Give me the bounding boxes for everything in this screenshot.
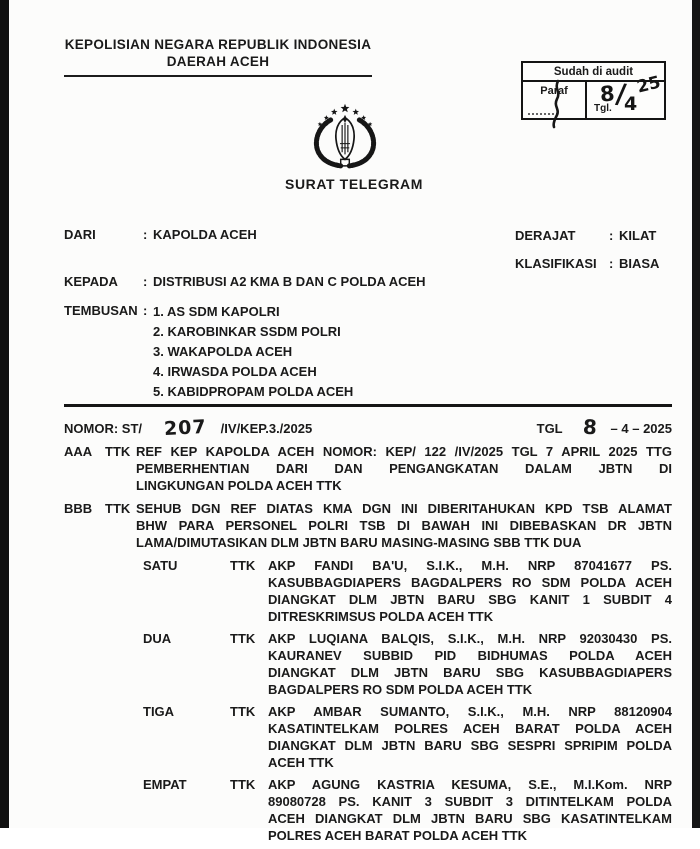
colon: : (143, 227, 148, 242)
paraf-label: Paraf (540, 85, 568, 97)
item-text: AKP FANDI BA'U, S.I.K., M.H. NRP 87041677 PS. KASUBBAGDIAPERS BAGDALPERS RO SDM POLDA ACEH DIANGKAT DLM JBTN BARU SBG KANIT 1 SUBDIT 4 DITRESKRIMSUS POLDA ACEH TTK (268, 558, 672, 624)
scan-edge-left (0, 0, 9, 828)
handwritten-slash: / (614, 78, 628, 111)
divider-rule (64, 404, 672, 407)
derajat-value: KILAT (619, 228, 657, 243)
para-ttk: TTK (105, 501, 131, 516)
derajat-label: DERAJAT (515, 228, 576, 243)
kepada-label: KEPADA (64, 274, 118, 289)
tembusan-list: 1. AS SDM KAPOLRI 2. KAROBINKAR SSDM POLRI 3. WAKAPOLDA ACEH 4. IRWASDA POLDA ACEH 5. KABIDPROPAM POLDA ACEH (153, 304, 354, 399)
item-text: AKP AGUNG KASTRIA KESUMA, S.E., M.I.Kom. NRP 89080728 PS. KANIT 3 SUBDIT 3 DITINTELKAM POLDA ACEH DIANGKAT DLM JBTN BARU SBG KASATINTELKAM POLRES ACEH BARAT POLDA ACEH TTK (268, 777, 672, 843)
item-ttk: TTK (230, 704, 256, 719)
para-text: SEHUB DGN REF DIATAS KMA DGN INI DIBERITAHUKAN KPD TSB ALAMAT BHW PARA PERSONEL POLRI TSB DI BAWAH INI DIBEBASKAN DR JBTN LAMA/DIMUTASIKAN DLM JBTN BARU MASING-MASING SBB TTK DUA (136, 501, 672, 550)
handwritten-day: 8 (599, 81, 616, 107)
tembusan-label: TEMBUSAN (64, 303, 138, 318)
personnel-item-empat (64, 776, 672, 844)
handwritten-year: 25 (635, 72, 664, 98)
kepada-value: DISTRIBUSI A2 KMA B DAN C POLDA ACEH (153, 274, 426, 289)
personnel-item-tiga (64, 703, 672, 771)
item-text: AKP LUQIANA BALQIS, S.I.K., M.H. NRP 92030430 PS. KAURANEV SUBBID PID BIDHUMAS POLDA ACEH DIANGKAT DLM JBTN BARU SBG KASUBBAGDIAPERS BAGDALPERS RO SDM POLDA ACEH TTK (268, 631, 672, 697)
colon: : (143, 303, 148, 318)
org-name: KEPOLISIAN NEGARA REPUBLIK INDONESIA (64, 37, 372, 52)
nomor-row (64, 414, 672, 441)
item-label: TIGA (143, 704, 175, 719)
item-text: AKP AMBAR SUMANTO, S.I.K., M.H. NRP 88120904 KASATINTELKAM POLRES ACEH BARAT POLDA ACEH DIANGKAT DLM JBTN BARU SBG SESPRI SPRIPIM POLDA ACEH TTK (268, 704, 672, 770)
item-ttk: TTK (230, 777, 256, 792)
para-text: REF KEP KAPOLDA ACEH NOMOR: KEP/ 122 /IV/2025 TGL 7 APRIL 2025 TTG PEMBERHENTIAN DARI DAN PENGANGKATAN DALAM JBTN DI LINGKUNGAN POLDA ACEH TTK (136, 444, 672, 493)
item-label: DUA (143, 631, 172, 646)
tgl-day-handwritten: 8 (581, 414, 598, 440)
tgl-date-rest: – 4 – 2025 (610, 421, 672, 436)
nomor-prefix: NOMOR: ST/ (64, 421, 142, 436)
item-ttk: TTK (230, 558, 256, 573)
colon: : (609, 228, 614, 243)
paragraph-bbb (64, 500, 672, 551)
date-group (537, 414, 672, 438)
para-label: AAA (64, 444, 93, 459)
para-ttk: TTK (105, 444, 131, 459)
letterhead (64, 37, 372, 77)
klasifikasi-label: KLASIFIKASI (515, 255, 597, 271)
org-region: DAERAH ACEH (166, 53, 270, 69)
nomor-suffix: /IV/KEP.3./2025 (220, 421, 313, 436)
tgl-label: Tgl. (594, 103, 612, 114)
personnel-item-dua (64, 630, 672, 698)
dari-value: KAPOLDA ACEH (153, 227, 257, 242)
scan-edge-right (692, 0, 700, 828)
polri-emblem-logo (307, 102, 383, 168)
personnel-item-satu (64, 557, 672, 625)
colon: : (143, 274, 148, 289)
para-label: BBB (64, 501, 93, 516)
item-label: EMPAT (143, 777, 187, 792)
klasifikasi-value: BIASA (619, 255, 660, 271)
audit-stamp-title: Sudah di audit (523, 63, 664, 82)
doc-title: SURAT TELEGRAM (285, 176, 424, 192)
item-ttk: TTK (230, 631, 256, 646)
item-label: SATU (143, 558, 178, 573)
nomor-number-handwritten: 207 (163, 415, 208, 441)
paragraph-aaa (64, 443, 672, 494)
colon: : (609, 255, 614, 271)
handwritten-month: 4 (624, 93, 638, 115)
dari-label: DARI (64, 227, 96, 242)
tgl-caption: TGL (536, 421, 563, 436)
